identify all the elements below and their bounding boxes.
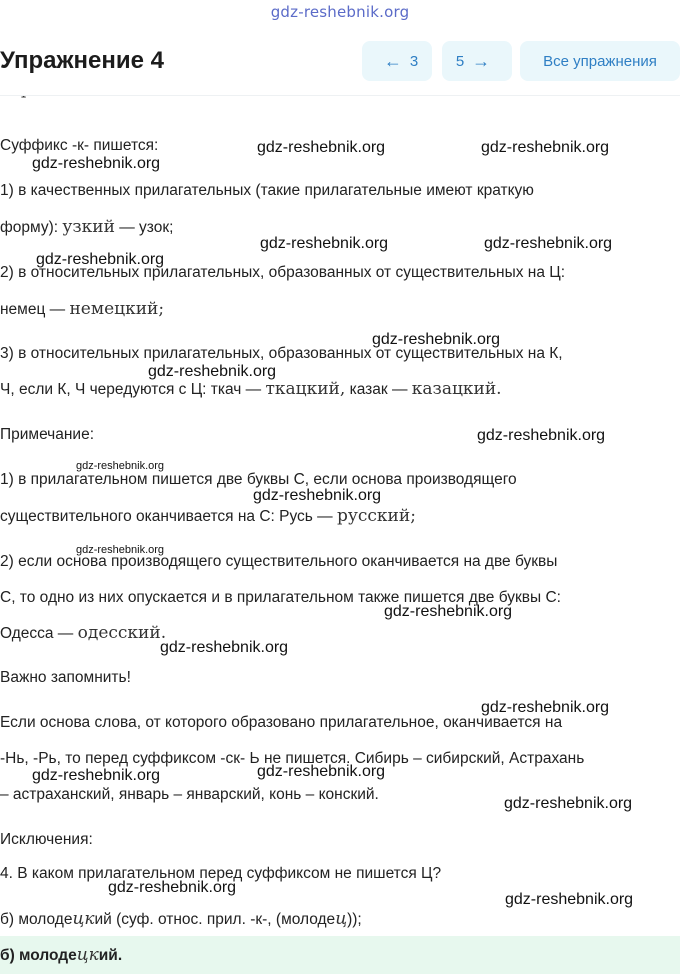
watermark: gdz-reshebnik.org bbox=[257, 139, 386, 156]
watermark: gdz-reshebnik.org bbox=[477, 427, 606, 444]
answer-text: б) молодецкий. bbox=[0, 945, 123, 965]
watermark: gdz-reshebnik.org bbox=[32, 767, 161, 784]
question-text: 4. В каком прилагательном перед суффиксом не пишется Ц? bbox=[0, 865, 442, 882]
watermark: gdz-reshebnik.org bbox=[372, 331, 501, 348]
rule2-line-b: немец — немецкий; bbox=[0, 299, 165, 319]
watermark: gdz-reshebnik.org bbox=[32, 155, 161, 172]
answer-box bbox=[0, 936, 680, 974]
rule2-line-a: 2) в относительных прилагательных, образованных от существительных на Ц: bbox=[0, 264, 566, 281]
rule3-line-b: Ч, если К, Ч чередуются с Ц: ткач — ткацкий, казак — казацкий. bbox=[0, 379, 502, 399]
next-exercise-button[interactable]: 5 → bbox=[442, 41, 512, 81]
watermark: gdz-reshebnik.org bbox=[481, 139, 610, 156]
note2-line-c: Одесса — одесский. bbox=[0, 623, 167, 643]
arrow-right-icon: → bbox=[472, 51, 491, 71]
rule1-line-b: форму): узкий — узок; bbox=[0, 217, 174, 237]
rule1-line-a: 1) в качественных прилагательных (такие прилагательные имеют краткую bbox=[0, 182, 534, 199]
handwritten-word: узкий bbox=[62, 217, 115, 237]
handwritten-word: немецкий; bbox=[69, 299, 165, 319]
option-b: б) молодецкий (суф. относ. прил. -к-, (молодец)); bbox=[0, 909, 362, 929]
watermark: gdz-reshebnik.org bbox=[505, 891, 634, 908]
exceptions-heading: Исключения: bbox=[0, 831, 93, 848]
watermark: gdz-reshebnik.org bbox=[36, 251, 165, 268]
watermark: gdz-reshebnik.org bbox=[504, 795, 633, 812]
handwritten-word: русский; bbox=[336, 506, 416, 526]
all-exercises-button[interactable]: Все упражнения bbox=[520, 41, 680, 81]
remember-line-b: -Нь, -Рь, то перед суффиксом -ск- Ь не пишется. Сибирь – сибирский, Астрахань bbox=[0, 750, 585, 767]
prev-exercise-button[interactable]: ← 3 bbox=[362, 41, 432, 81]
watermark: gdz-reshebnik.org bbox=[253, 487, 382, 504]
note2-line-a: 2) если основа производящего существительного оканчивается на две буквы bbox=[0, 553, 558, 570]
site-domain-link[interactable]: gdz-reshebnik.org bbox=[270, 3, 410, 21]
handwritten-word: одесский. bbox=[77, 623, 167, 643]
exercise-header bbox=[0, 36, 680, 96]
remember-line-a: Если основа слова, от которого образовано прилагательное, оканчивается на bbox=[0, 714, 563, 731]
rule3-line-a: 3) в относительных прилагательных, образованных от существительных на К, bbox=[0, 345, 563, 362]
handwritten-word: казацкий. bbox=[411, 379, 502, 399]
note1-line-a: 1) в прилагательном пишется две буквы С, если основа производящего bbox=[0, 471, 517, 488]
arrow-left-icon: ← bbox=[383, 51, 402, 71]
watermark: gdz-reshebnik.org bbox=[481, 699, 610, 716]
watermark: gdz-reshebnik.org bbox=[257, 763, 386, 780]
watermark: gdz-reshebnik.org bbox=[108, 879, 237, 896]
note2-line-b: С, то одно из них опускается и в прилагательном также пишется две буквы С: bbox=[0, 589, 561, 606]
handwritten-word: ткацкий, bbox=[265, 379, 346, 399]
remember-line-c: – астраханский, январь – январский, конь – конский. bbox=[0, 786, 379, 803]
watermark: gdz-reshebnik.org bbox=[160, 639, 289, 656]
remember-heading: Важно запомнить! bbox=[0, 669, 131, 686]
watermark: gdz-reshebnik.org bbox=[384, 603, 513, 620]
watermark: gdz-reshebnik.org bbox=[484, 235, 613, 252]
note-heading: Примечание: bbox=[0, 426, 95, 443]
watermark: gdz-reshebnik.org bbox=[76, 544, 165, 556]
note1-line-b: существительного оканчивается на С: Русь — русский; bbox=[0, 506, 416, 526]
suffix-heading: Суффикс -к- пишется: bbox=[0, 137, 159, 154]
watermark: gdz-reshebnik.org bbox=[148, 363, 277, 380]
page-title: Упражнение 4 bbox=[0, 47, 164, 74]
watermark: gdz-reshebnik.org bbox=[260, 235, 389, 252]
watermark: gdz-reshebnik.org bbox=[76, 460, 165, 472]
